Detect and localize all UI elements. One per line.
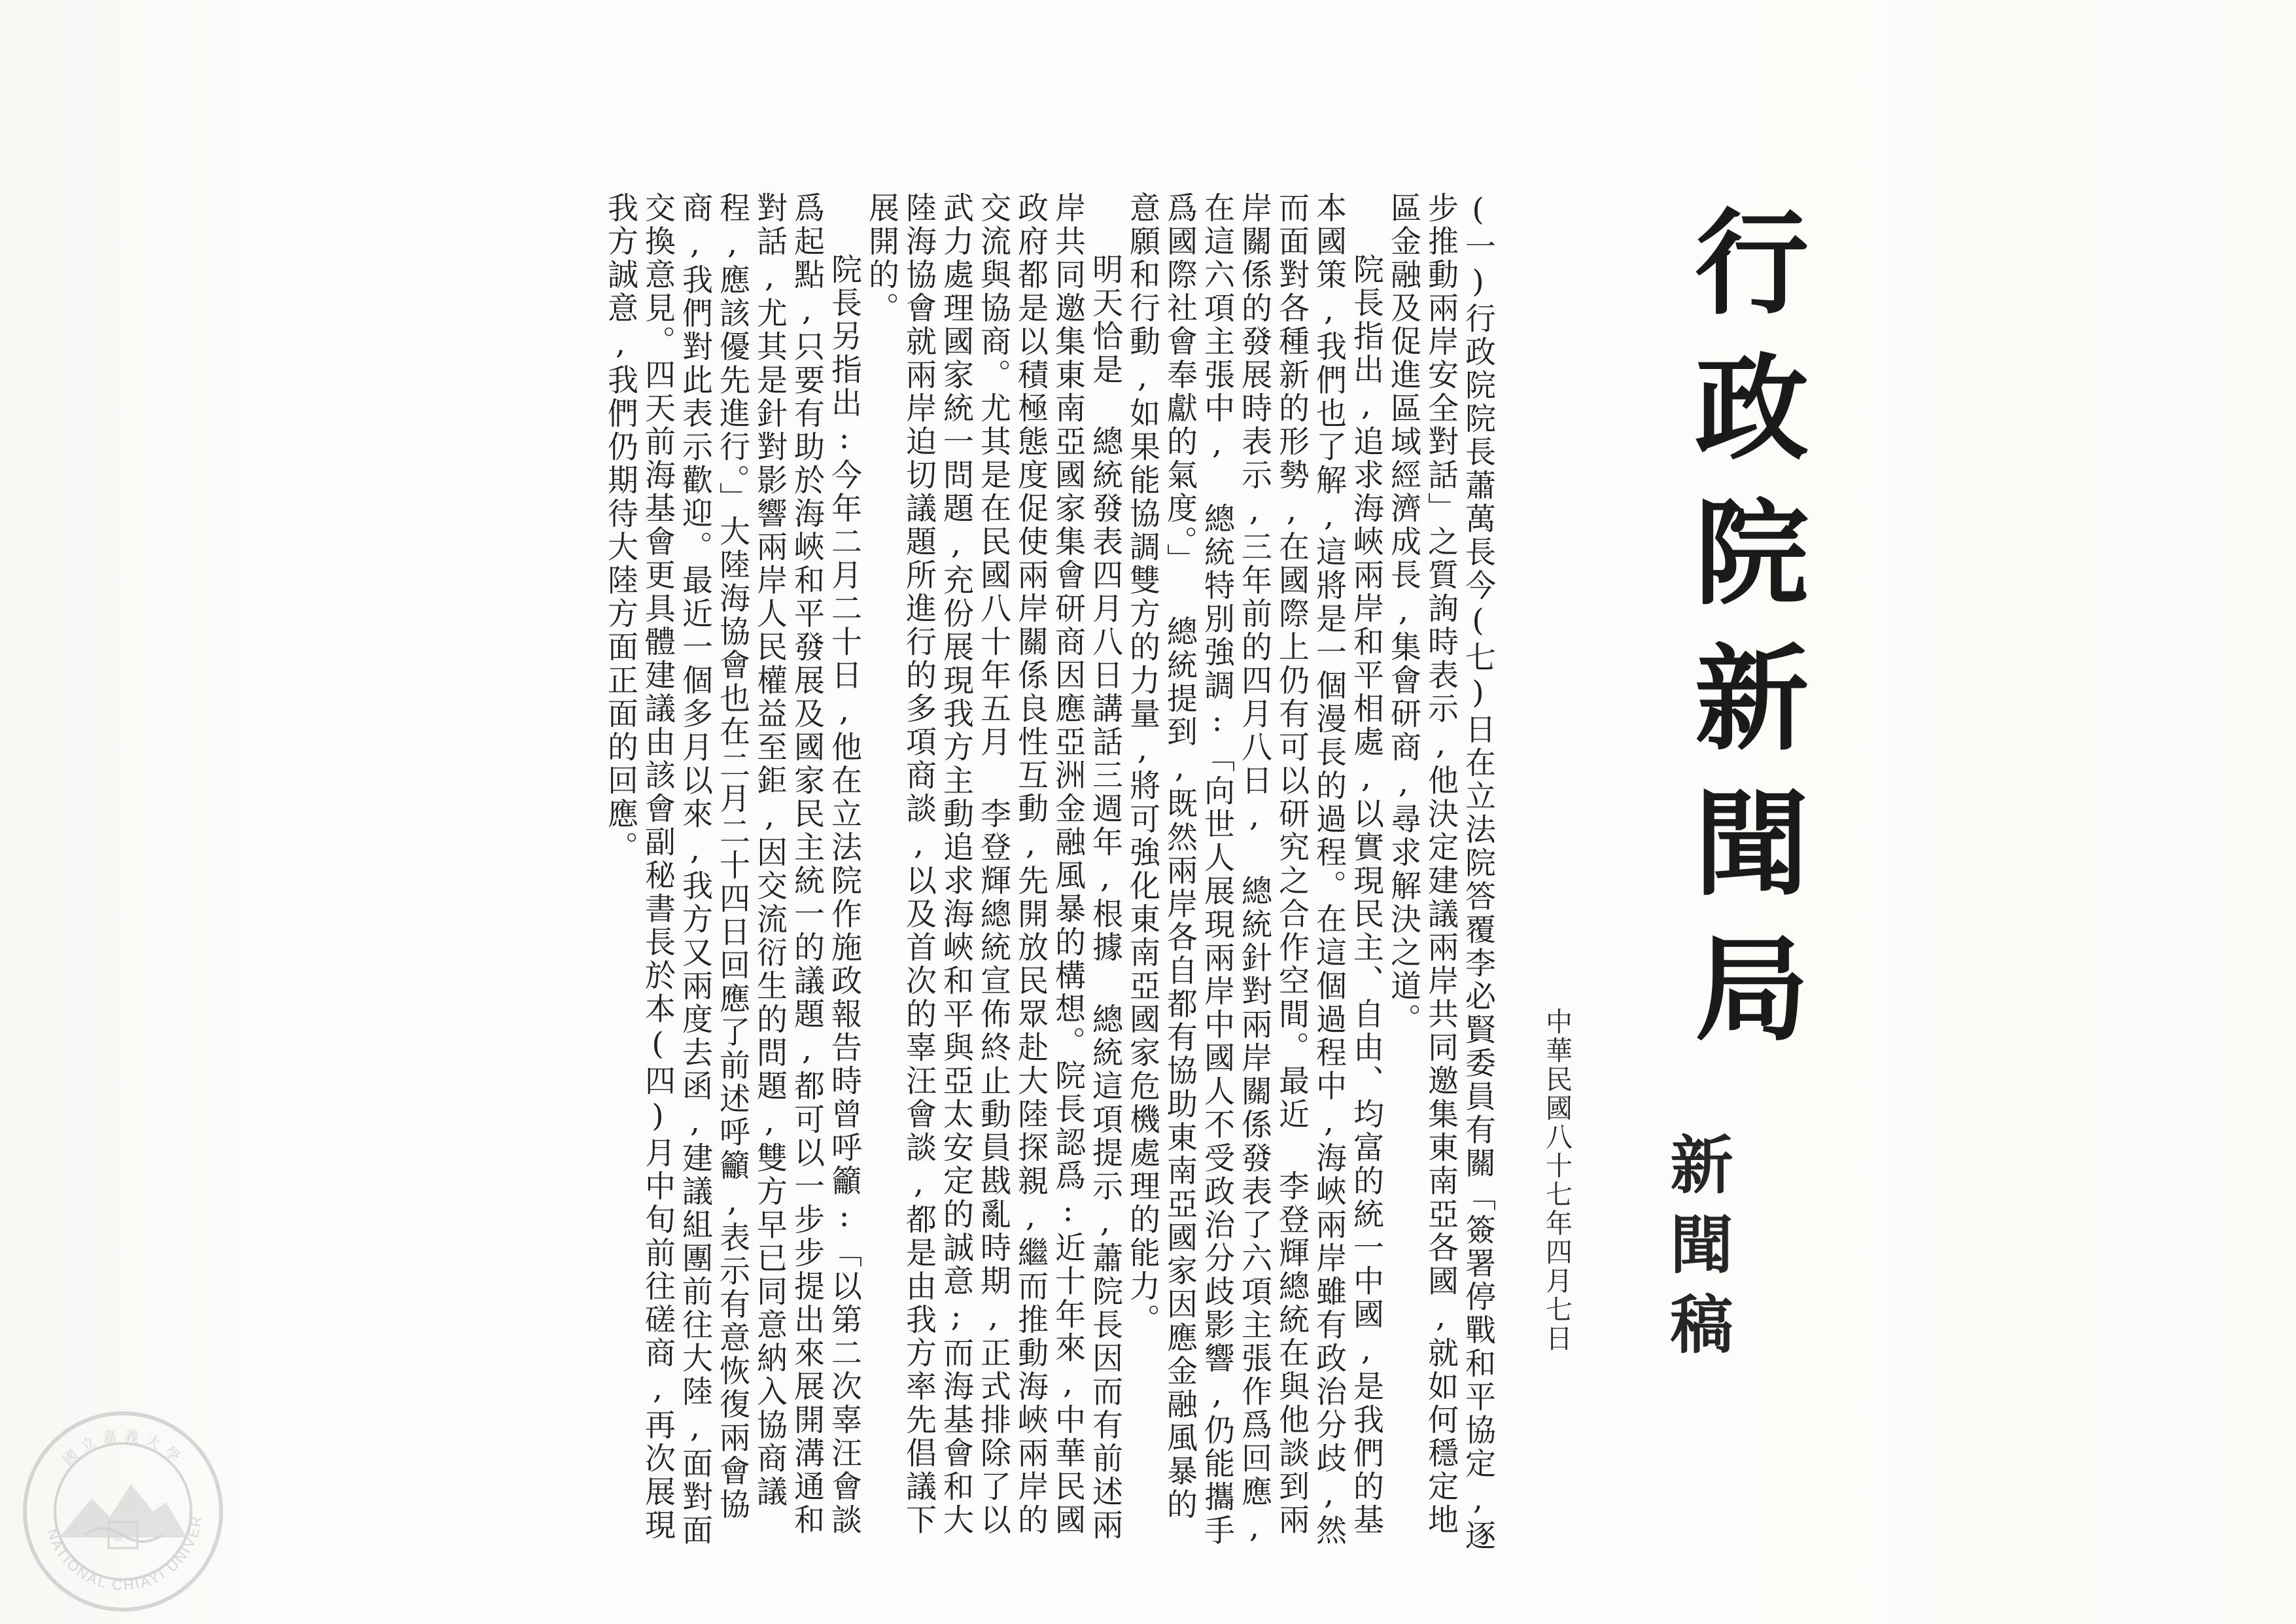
paragraph-1: (一)行政院院長蕭萬長今(七)日在立法院答覆李必賢委員有關「簽署停戰和平協定,逐步推動兩岸安全對話」之質詢時表示,他決定建議兩岸共同邀集東南亞各國,就如何穩定地區金融及促進區域經濟成長,集會研商,尋求解決之道。 (1385, 192, 1496, 1553)
press-release-body (602, 192, 1497, 1554)
paragraph-2: 院長指出,追求海峽兩岸和平相處,以實現民主、自由、均富的統一中國,是我們的基本國策,我們也了解,這將是一個漫長的過程。在這個過程中,海峽兩岸雖有政治分歧,然而面對各種新的形勢,在國際上仍有可以研究之合作空間。最近 李登輝總統在與他談到兩岸關係的發展時表示,三年前的四月八日, 總統針對兩岸關係發表了六項主張作爲回應,在這六項主張中, 總統特別強調:「向世人展現兩岸中國人不受政治分歧影響,仍能攜手爲國際社會奉獻的氣度。」 總統提到,既然兩岸各自都有協助東南亞國家因應金融風暴的意願和行動,如果能協調雙方的力量,將可強化東南亞國家危機處理的能力。 (1124, 192, 1384, 1547)
paragraph-3: 明天恰是 總統發表四月八日講話三週年,根據 總統這項提示,蕭院長因而有前述兩岸共同邀集東南亞國家集會研商因應亞洲金融風暴的構想。院長認爲:近十年來,中華民國政府都是以積極態度促使兩岸關係良性互動,先開放民眾赴大陸探親,繼而推動海峽兩岸的交流與協商。尤其是在民國八十年五月 李登輝總統宣佈終止動員戡亂時期,正式排除了以武力處理國家統一問題,充份展現我方主動追求海峽和平與亞太安定的誠意;而海基會和大陸海協會就兩岸迫切議題所進行的多項商談,以及首次的辜汪會談,都是由我方率先倡議下展開的。 (863, 192, 1123, 1542)
release-date: 中華民國八十七年四月七日 (1541, 1008, 1573, 1353)
seal-english-name: NATIONAL CHIAYI UNIVER (43, 1513, 205, 1594)
seal-icon (18, 1407, 228, 1616)
document-type-label: 新聞稿 (1660, 1132, 1734, 1371)
agency-title: 行政院新聞局 (1675, 203, 1809, 1074)
seal-chinese-name: 國立嘉義大學 (60, 1428, 188, 1470)
paragraph-4: 院長另指出:今年二月二十日,他在立法院作施政報告時曾呼籲:「以第二次辜汪會談爲起點,只要有助於海峽和平發展及國家民主統一的議題,都可以一步步提出來展開溝通和對話,尤其是針對影響兩岸人民權益至鉅,因交流衍生的問題,雙方早已同意納入協商議程,應該優先進行。」大陸海協會也在二月二十四日回應了前述呼籲,表示有意恢復兩會協商,我們對此表示歡迎。最近一個多月以來,我方又兩度去函,建議組團前往大陸,面對面交換意見。四天前海基會更具體建議由該會副秘書長於本(四)月中旬前往磋商,再次展現我方誠意,我們仍期待大陸方面正面的回應。 (602, 192, 862, 1547)
svg-text:國立嘉義大學 (60, 1428, 187, 1470)
seal-center-text: 嘉大 (112, 1530, 134, 1543)
university-seal-watermark (18, 1407, 228, 1616)
